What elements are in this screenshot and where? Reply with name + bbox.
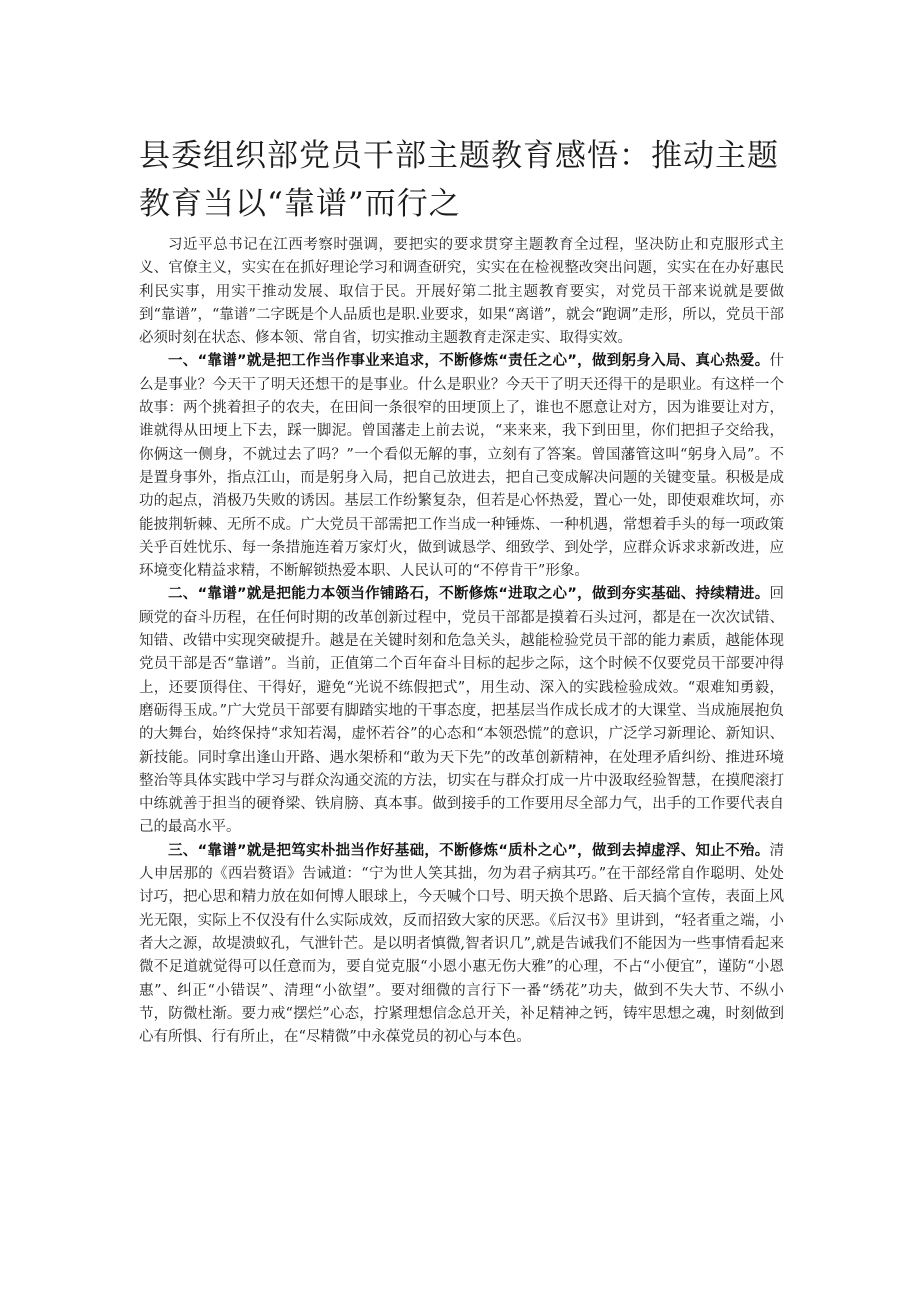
paragraph-text: 习近平总书记在江西考察时强调，要把实的要求贯穿主题教育全过程，坚决防止和克服形式主义、官僚主义，实实在在抓好理论学习和调查研究，实实在在检视整改突出问题，实实在在办好惠民利民实事，用实干推动发展、取信于民。开展好第二批主题教育要实，对党员干部来说就是要做到“靠谱”，“靠谱”二字既是个人品质也是职.业要求，如果“离谱”，就会“跑调”走形，所以，党员干部必须时刻在状态、修本领、常自省，切实推动主题教育走深走实、取得实效。 <box>139 237 784 347</box>
document-body <box>139 234 784 1049</box>
paragraph-text: 清人申居那的《西岩赘语》告诫道：“宁为世人笑其拙，勿为君子病其巧。”在干部经常自作聪明、处处讨巧，把心思和精力放在如何博人眼球上，今天喊个口号、明天换个思路、后天搞个宣传，表面上风光无限，实际上不仅没有什么实际成效，反而招致大家的厌恶。《后汉书》里讲到，“轻者重之端，小者大之源，故堤溃蚁孔，气泄针芒。是以明者慎微,智者识几”,就是告诫我们不能因为一些事情看起来微不足道就觉得可以任意而为，要自觉克服“小恩小惠无伤大雅”的心理，不占“小便宜”，谨防“小恩惠”、纠正“小错误”、清理“小欲望”。要对细微的言行下一番“绣花”功夫，做到不失大节、不纵小节，防微杜渐。要力戒“摆烂”心态，拧紧理想信念总开关，补足精神之钙，铸牢思想之魂，时刻做到心有所惧、行有所止，在“尽精微”中永葆党员的初心与本色。 <box>139 842 784 1046</box>
document-title: 县委组织部党员干部主题教育感悟：推动主题教育当以“靠谱”而行之 <box>139 138 779 222</box>
paragraph-section-2 <box>139 583 784 839</box>
paragraph-section-3 <box>139 840 784 1050</box>
paragraph-text: 回顾党的奋斗历程，在任何时期的改革创新过程中，党员干部都是摸着石头过河，都是在一次次试错、知错、改错中实现突破提升。越是在关键时刻和危急关头，越能检验党员干部的能力素质，越能体现党员干部是否“靠谱”。当前，正值第二个百年奋斗目标的起步之际，这个时候不仅要党员干部要冲得上，还要顶得住、干得好，避免“光说不练假把式”，用生动、深入的实践检验成效。“艰难知勇毅，磨砺得玉成。”广大党员干部要有脚踏实地的干事态度，把基层当作成长成才的大课堂、当成施展抱负的大舞台，始终保持“求知若渴，虚怀若谷”的心态和“本领恐慌”的意识，广泛学习新理论、新知识、新技能。同时拿出逢山开路、遇水架桥和“敢为天下先”的改革创新精神，在处理矛盾纠纷、推进环境整治等具体实践中学习与群众沟通交流的方法，切实在与群众打成一片中汲取经验智慧，在摸爬滚打中练就善于担当的硬脊梁、铁肩膀、真本事。做到接手的工作要用尽全部力气，出手的工作要代表自己的最高水平。 <box>139 586 784 836</box>
paragraph-section-1 <box>139 350 784 583</box>
section-heading: 一、“靠谱”就是把工作当作事业来追求，不断修炼“责任之心”，做到躬身入局、真心热爱。 <box>168 353 770 370</box>
section-heading: 二、“靠谱”就是把能力本领当作铺路石，不断修炼“进取之心”，做到夯实基础、持续精进。 <box>168 586 770 603</box>
section-heading: 三、“靠谱”就是把笃实朴拙当作好基础，不断修炼“质朴之心”，做到去掉虚浮、知止不殆。 <box>168 842 770 859</box>
paragraph-intro <box>139 234 784 350</box>
paragraph-text: 什么是事业？今天干了明天还想干的是事业。什么是职业？今天干了明天还得干的是职业。有这样一个故事：两个挑着担子的农夫，在田间一条很窄的田埂顶上了，谁也不愿意让对方，因为谁要让对方，谁就得从田埂上下去，踩一脚泥。曾国藩走上前去说，“来来来，我下到田里，你们把担子交给我，你俩这一侧身，不就过去了吗？”一个看似无解的事，立刻有了答案。曾国藩管这叫“躬身入局”。不是置身事外，指点江山，而是躬身入局，把自己放进去，把自己变成解决问题的关键变量。积极是成功的起点，消极乃失败的诱因。基层工作纷繁复杂，但若是心怀热爱，置心一处，即使艰难坎坷，亦能披荆斩棘、无所不成。广大党员干部需把工作当成一种锤炼、一种机遇，常想着手头的每一项政策关乎百姓忧乐、每一条措施连着万家灯火，做到诚恳学、细致学、到处学，应群众诉求求新改进，应环境变化精益求精，不断解锁热爱本职、人民认可的“不停肯干”形象。 <box>139 353 784 580</box>
